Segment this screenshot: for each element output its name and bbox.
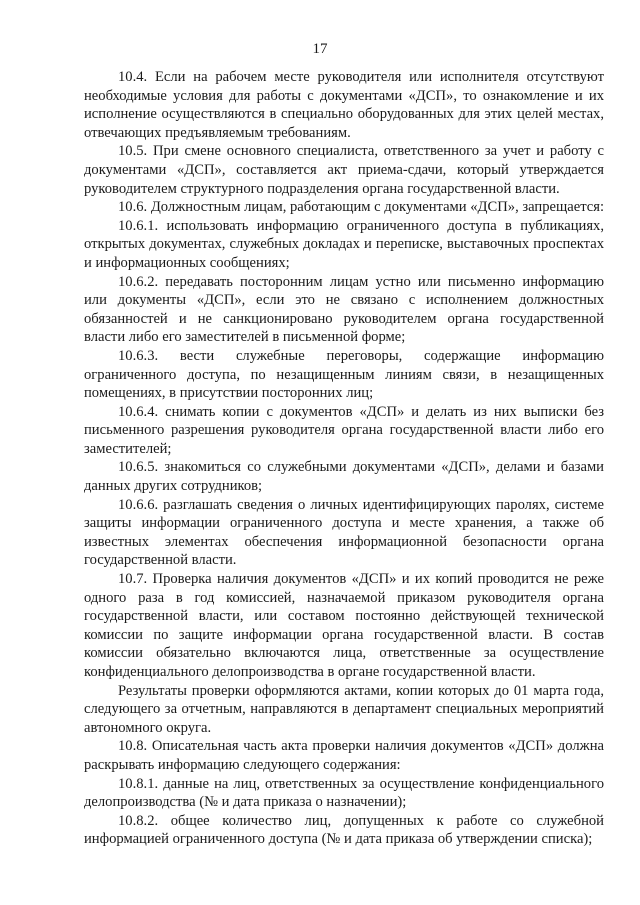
paragraph-results: Результаты проверки оформляются актами, копии которых до 01 марта года, следующего за отчетным, направляются в департамент специальных мероприятий автономного округа. xyxy=(84,682,604,736)
page-number: 17 xyxy=(312,41,328,57)
paragraph-10-6: 10.6. Должностным лицам, работающим с документами «ДСП», запрещается: xyxy=(118,199,604,216)
paragraph-10-6-4: 10.6.4. снимать копии с документов «ДСП» и делать из них выписки без письменного разрешения руководителя органа государственной власти либо его заместителей; xyxy=(84,403,604,457)
paragraph-10-6-2: 10.6.2. передавать посторонним лицам устно или письменно информацию или документы «ДСП», если это не связано с исполнением должностных обязанностей и не санкционировано руководителем органа государственной власти либо его заместителей в письменной форме; xyxy=(84,273,604,346)
document-body xyxy=(84,68,604,849)
paragraph-10-6-1: 10.6.1. использовать информацию ограниченного доступа в публикациях, открытых документах, служебных докладах и переписке, выставочных проспектах и информационных сообщениях; xyxy=(84,217,604,271)
paragraph-10-8-1: 10.8.1. данные на лиц, ответственных за осуществление конфиденциального делопроизводства (№ и дата приказа о назначении); xyxy=(84,775,604,811)
paragraph-10-6-6: 10.6.6. разглашать сведения о личных идентифицирующих паролях, системе защиты информации ограниченного доступа и месте хранения, а также об известных элементах обеспечения информационной безопасности органа государственной власти. xyxy=(84,496,604,569)
paragraph-10-5: 10.5. При смене основного специалиста, ответственного за учет и работу с документами «ДСП», составляется акт приема-сдачи, который утверждается руководителем структурного подразделения органа государственной власти. xyxy=(84,143,604,197)
paragraph-10-8-2: 10.8.2. общее количество лиц, допущенных к работе со служебной информацией ограниченного доступа (№ и дата приказа об утверждении списка); xyxy=(84,812,604,848)
paragraph-10-4: 10.4. Если на рабочем месте руководителя или исполнителя отсутствуют необходимые условия для работы с документами «ДСП», то ознакомление и их исполнение осуществляются в специально оборудованных для этих целей местах, отвечающих предъявляемым требованиям. xyxy=(84,69,604,141)
paragraph-10-8: 10.8. Описательная часть акта проверки наличия документов «ДСП» должна раскрывать информацию следующего содержания: xyxy=(84,738,604,773)
paragraph-10-7: 10.7. Проверка наличия документов «ДСП» и их копий проводится не реже одного раза в год комиссией, назначаемой приказом руководителя органа государственной власти, или составом постоянно действующей технической комиссии по защите информации органа государственной власти. В состав комиссии обязательно включаются лица, ответственные за осуществление конфиденциального делопроизводства в органе государственной власти. xyxy=(84,571,604,680)
paragraph-10-6-5: 10.6.5. знакомиться со служебными документами «ДСП», делами и базами данных других сотрудников; xyxy=(84,459,604,495)
paragraph-10-6-3: 10.6.3. вести служебные переговоры, содержащие информацию ограниченного доступа, по незащищенным линиям связи, в незащищенных помещениях, в присутствии посторонних лиц; xyxy=(84,347,604,402)
